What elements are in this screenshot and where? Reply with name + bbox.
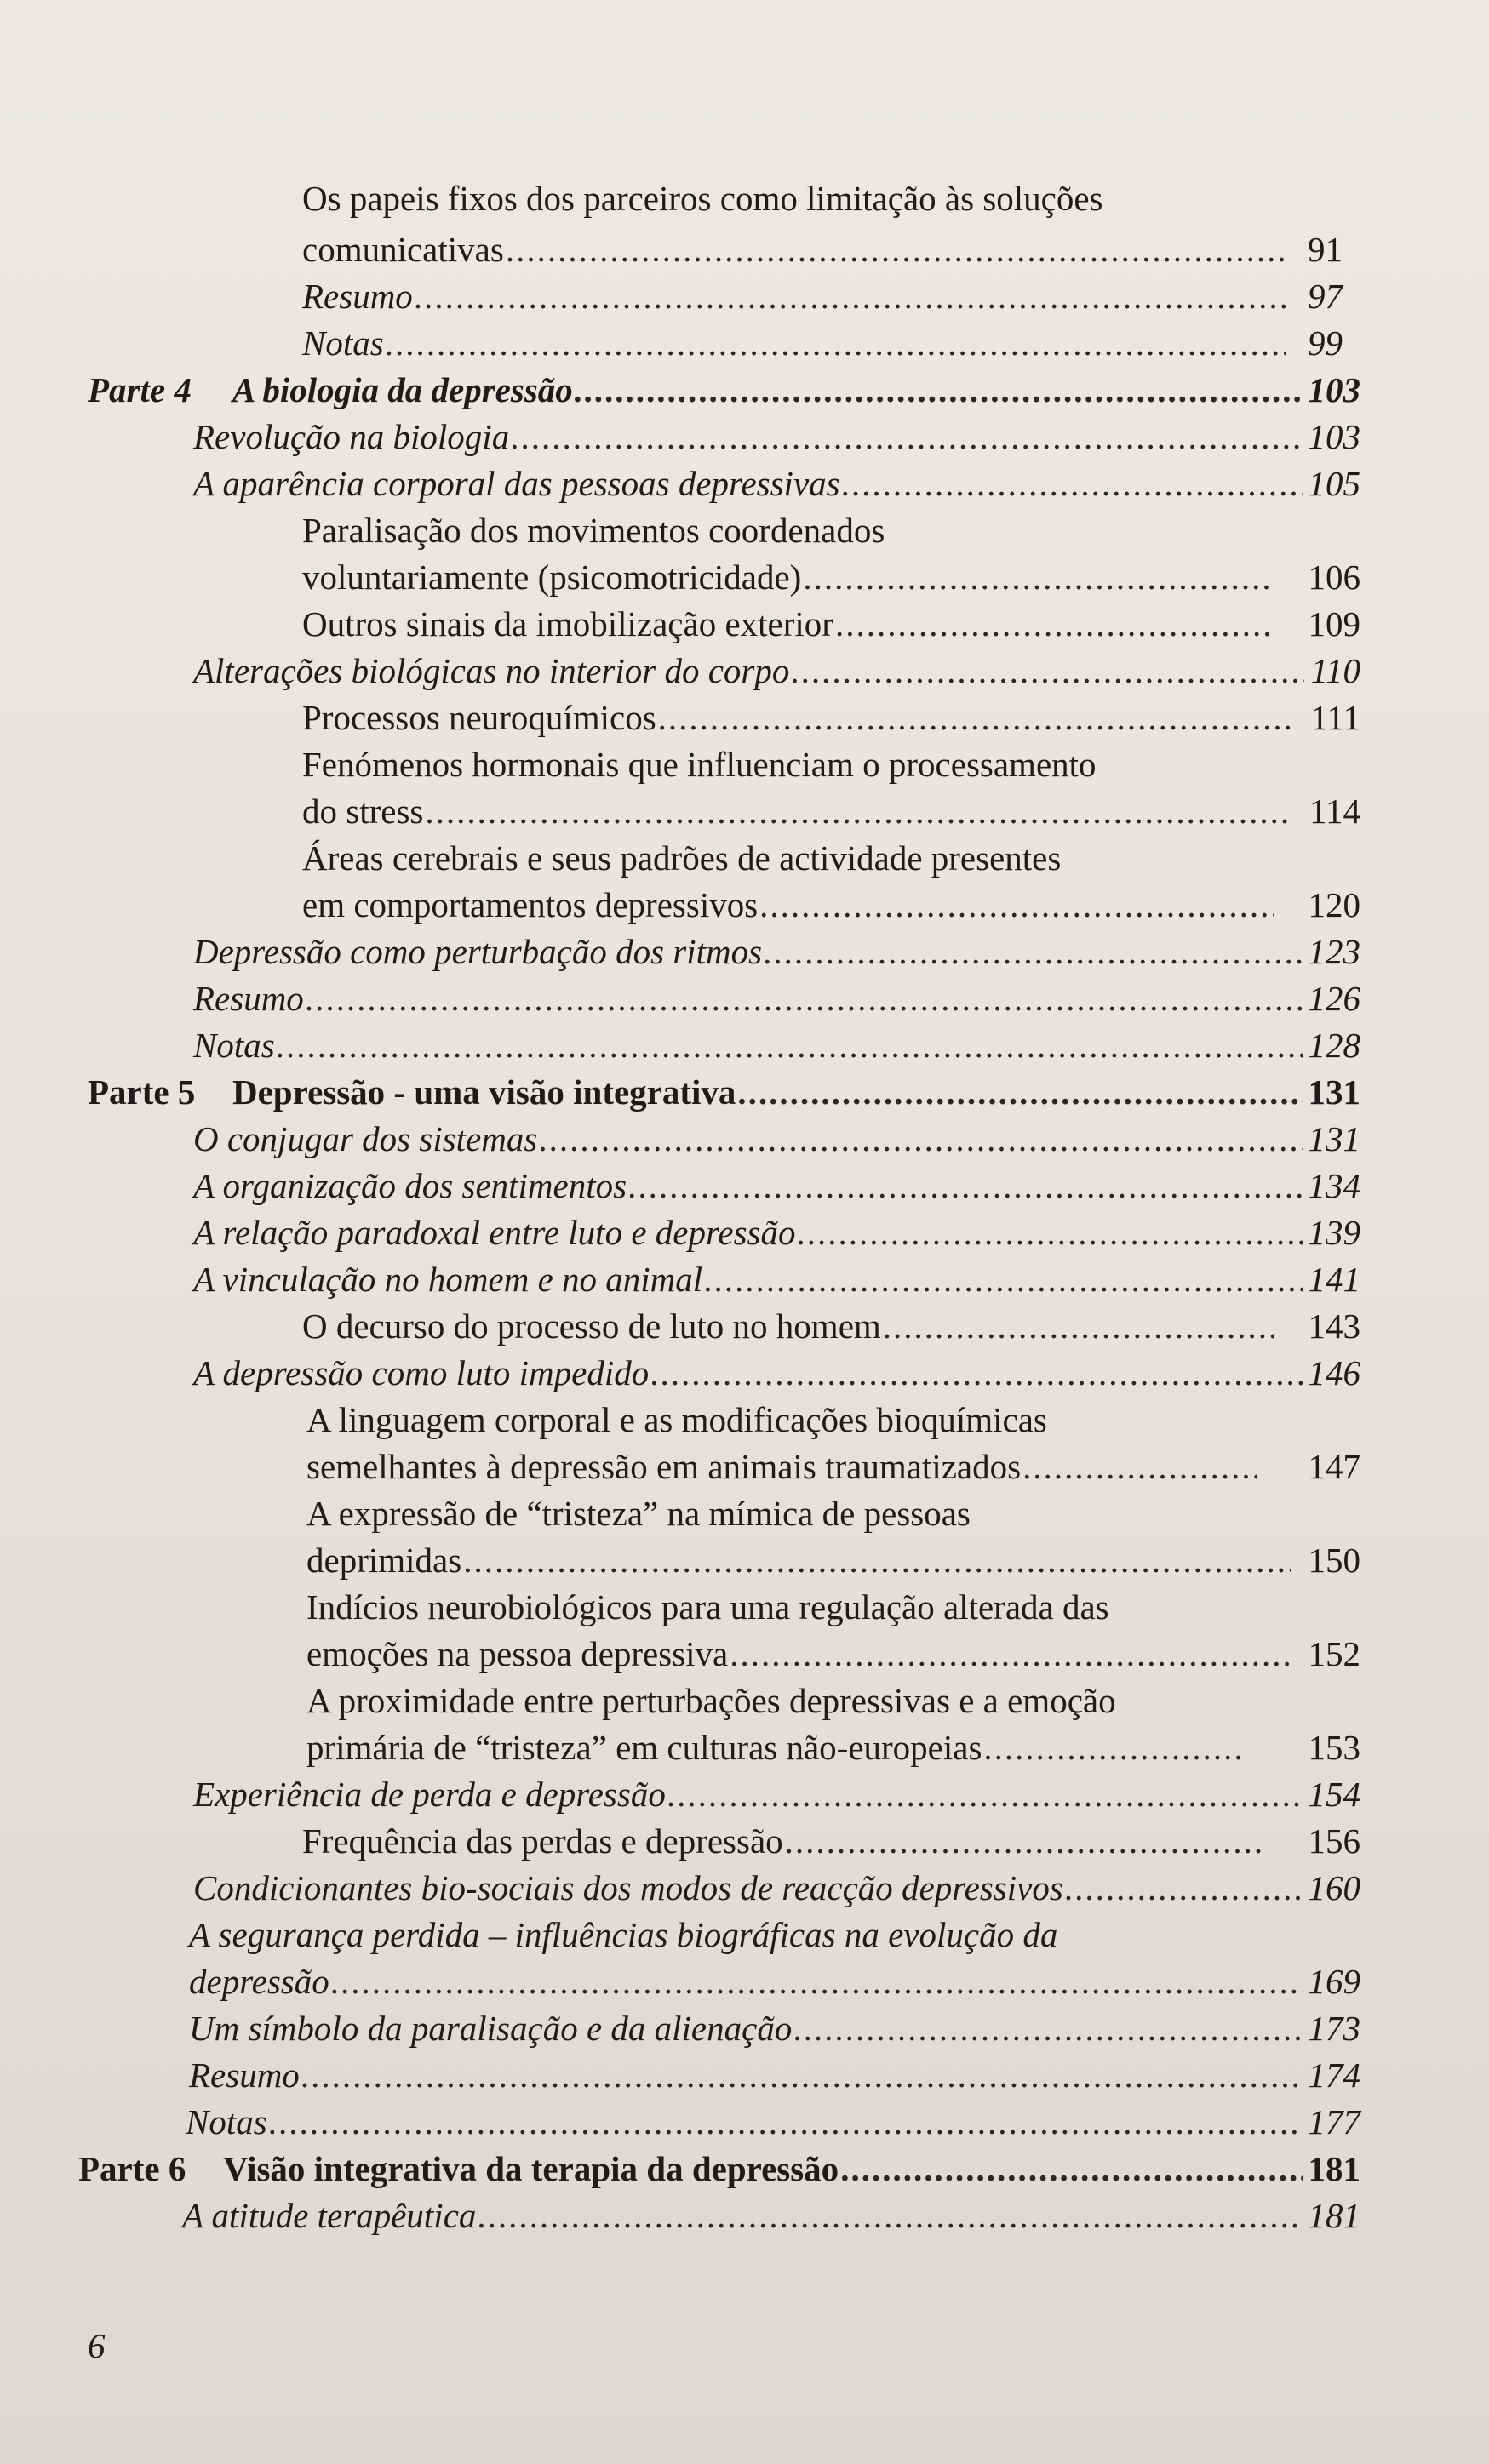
toc-page-number: 134 xyxy=(1308,1166,1360,1205)
toc-entry-label: A aparência corporal das pessoas depressivas xyxy=(193,464,840,503)
toc-entry-line: Os papeis fixos dos parceiros como limitação às soluções xyxy=(302,179,1103,218)
toc-part-label xyxy=(88,1070,736,1114)
toc-entry xyxy=(302,695,1360,740)
toc-entry-label: Resumo xyxy=(302,277,413,316)
toc-entry-line: Paralisação dos movimentos coordenados xyxy=(302,511,885,550)
toc-entry-label: Revolução na biologia xyxy=(193,417,510,456)
dot-leader xyxy=(658,695,1292,740)
toc-entry-label: Processos neuroquímicos xyxy=(302,698,656,737)
dot-leader xyxy=(511,414,1303,459)
part-title: A biologia da depressão xyxy=(232,370,573,409)
toc-entry-label: Experiência de perda e depressão xyxy=(193,1775,666,1814)
toc-entry xyxy=(189,1959,1360,2004)
toc-entry xyxy=(302,789,1360,833)
dot-leader xyxy=(667,1772,1303,1816)
toc-page-number: 174 xyxy=(1308,2055,1360,2095)
toc-entry-label: Resumo xyxy=(189,2055,300,2095)
toc-page-number: 91 xyxy=(1308,230,1343,269)
dot-leader xyxy=(506,227,1286,272)
toc-page-number: 154 xyxy=(1308,1775,1360,1814)
toc-page-number: 97 xyxy=(1308,277,1343,316)
toc-entry xyxy=(306,1538,1360,1582)
toc-entry xyxy=(193,1117,1360,1161)
dot-leader xyxy=(793,2006,1303,2050)
toc-entry xyxy=(193,461,1360,506)
dot-leader xyxy=(842,461,1303,506)
toc-entry xyxy=(193,1866,1360,1910)
toc-page-number: 103 xyxy=(1308,370,1360,409)
toc-page-number: 156 xyxy=(1308,1821,1360,1861)
toc-entry xyxy=(189,2053,1360,2097)
dot-leader xyxy=(650,1351,1303,1395)
toc-entry-label: A relação paradoxal entre luto e depressão xyxy=(193,1213,796,1252)
part-number: Parte 6 xyxy=(78,2149,186,2188)
toc-entry-label: Notas xyxy=(193,1026,275,1065)
toc-page-number: 120 xyxy=(1308,885,1360,924)
toc-entry-label: A depressão como luto impedido xyxy=(193,1353,650,1392)
toc-page-number: 143 xyxy=(1308,1306,1360,1346)
toc-page-number: 99 xyxy=(1308,323,1343,363)
toc-entry xyxy=(302,602,1360,646)
toc-page-number: 169 xyxy=(1308,1962,1360,2001)
toc-entry-label: voluntariamente (psicomotricidade) xyxy=(302,557,802,597)
toc-entry xyxy=(193,649,1360,693)
toc-page-number: 106 xyxy=(1308,557,1360,597)
toc-entry-label: Notas xyxy=(302,323,384,363)
toc-entry xyxy=(186,2100,1360,2144)
toc-entry xyxy=(302,227,1343,272)
toc-part-heading xyxy=(88,368,1360,412)
toc-entry-label: Condicionantes bio-sociais dos modos de reacção depressivos xyxy=(193,1868,1063,1907)
toc-entry xyxy=(193,1257,1360,1301)
toc-entry-line: A linguagem corporal e as modificações bioquímicas xyxy=(306,1400,1047,1439)
dot-leader xyxy=(301,2053,1303,2097)
dot-leader xyxy=(791,649,1304,693)
dot-leader xyxy=(306,976,1303,1020)
toc-entry-line: Fenómenos hormonais que influenciam o processamento xyxy=(302,745,1097,784)
toc-entry-label: deprimidas xyxy=(306,1541,462,1580)
dot-leader xyxy=(463,1538,1291,1582)
dot-leader xyxy=(730,1632,1291,1676)
toc-entry xyxy=(302,274,1343,318)
toc-entry-label: Frequência das perdas e depressão xyxy=(302,1821,783,1861)
dot-leader xyxy=(883,1304,1274,1348)
toc-entry xyxy=(302,1819,1360,1863)
toc-entry xyxy=(302,321,1343,365)
toc-page-number: 153 xyxy=(1308,1728,1360,1767)
dot-leader xyxy=(983,1725,1240,1769)
toc-page-number: 105 xyxy=(1308,464,1360,503)
dot-leader xyxy=(277,1023,1303,1067)
toc-part-heading xyxy=(78,2147,1360,2191)
toc-entry-label: Um símbolo da paralisação e da alienação xyxy=(189,2009,793,2048)
toc-entry xyxy=(306,1632,1360,1676)
dot-leader xyxy=(835,602,1274,646)
toc-page-number: 152 xyxy=(1308,1634,1360,1673)
toc-part-heading xyxy=(88,1070,1360,1114)
dot-leader xyxy=(798,1210,1303,1255)
toc-page-number: 110 xyxy=(1310,651,1360,690)
toc-page-number: 160 xyxy=(1308,1868,1360,1907)
part-title: Visão integrativa da terapia da depressão xyxy=(223,2149,839,2188)
dot-leader xyxy=(737,1070,1303,1114)
dot-leader xyxy=(704,1257,1303,1301)
dot-leader xyxy=(803,555,1274,599)
toc-page-number: 177 xyxy=(1308,2102,1360,2141)
dot-leader xyxy=(628,1163,1303,1208)
toc-entry-label: A organização dos sentimentos xyxy=(193,1166,627,1205)
toc-entry-label: semelhantes à depressão em animais traumatizados xyxy=(306,1447,1022,1486)
toc-entry-label: comunicativas xyxy=(302,230,504,269)
toc-entry-line: A expressão de “tristeza” na mímica de pessoas xyxy=(306,1494,971,1533)
toc-entry-label: Alterações biológicas no interior do corpo xyxy=(193,651,790,690)
dot-leader xyxy=(575,368,1303,412)
dot-leader xyxy=(386,321,1286,365)
toc-page-number: 126 xyxy=(1308,979,1360,1018)
toc-entry xyxy=(193,976,1360,1020)
dot-leader xyxy=(269,2100,1303,2144)
toc-entry-label: primária de “tristeza” em culturas não-europeias xyxy=(306,1728,982,1767)
dot-leader xyxy=(759,883,1274,927)
dot-leader xyxy=(425,789,1292,833)
toc-entry xyxy=(306,1725,1360,1769)
toc-page-number: 150 xyxy=(1308,1541,1360,1580)
page-number: 6 xyxy=(88,2326,106,2365)
toc-entry-line: Áreas cerebrais e seus padrões de actividade presentes xyxy=(302,838,1062,878)
toc-entry-label: A atitude terapêutica xyxy=(182,2196,477,2235)
toc-entry xyxy=(193,414,1360,459)
toc-page-number: 114 xyxy=(1309,792,1360,831)
toc-entry-label: O decurso do processo de luto no homem xyxy=(302,1306,881,1346)
dot-leader xyxy=(331,1959,1303,2004)
toc-page-number: 128 xyxy=(1308,1026,1360,1065)
toc-page-number: 181 xyxy=(1308,2196,1360,2235)
toc-entry-label: Depressão como perturbação dos ritmos xyxy=(193,932,763,971)
toc-page-number: 109 xyxy=(1308,604,1360,643)
dot-leader xyxy=(1065,1866,1303,1910)
toc-entry xyxy=(189,2006,1360,2050)
part-number: Parte 4 xyxy=(88,370,192,409)
toc-entry xyxy=(193,1023,1360,1067)
dot-leader xyxy=(478,2193,1303,2238)
toc-entry-label: O conjugar dos sistemas xyxy=(193,1119,538,1158)
toc-entry xyxy=(193,1351,1360,1395)
toc-entry xyxy=(302,555,1360,599)
toc-part-label xyxy=(88,368,573,412)
dot-leader xyxy=(539,1117,1303,1161)
toc-page-number: 103 xyxy=(1308,417,1360,456)
dot-leader xyxy=(1022,1444,1257,1489)
toc-page-number: 146 xyxy=(1308,1353,1360,1392)
toc-entry-label: depressão xyxy=(189,1962,329,2001)
dot-leader xyxy=(415,274,1286,318)
dot-leader xyxy=(764,929,1303,974)
toc-entry xyxy=(306,1444,1360,1489)
part-title: Depressão - uma visão integrativa xyxy=(232,1072,736,1112)
toc-entry xyxy=(193,1772,1360,1816)
toc-entry xyxy=(193,1210,1360,1255)
toc-entry xyxy=(302,883,1360,927)
toc-entry-label: Resumo xyxy=(193,979,304,1018)
toc-entry-label: Notas xyxy=(186,2102,267,2141)
toc-page-number: 123 xyxy=(1308,932,1360,971)
toc-entry-label: do stress xyxy=(302,792,424,831)
toc-entry xyxy=(193,1163,1360,1208)
toc-page-number: 181 xyxy=(1308,2149,1360,2188)
toc-entry-label: emoções na pessoa depressiva xyxy=(306,1634,729,1673)
toc-entry-line: Indícios neurobiológicos para uma regulação alterada das xyxy=(306,1587,1109,1626)
toc-page-number: 173 xyxy=(1308,2009,1360,2048)
toc-entry xyxy=(182,2193,1360,2238)
toc-page-number: 111 xyxy=(1310,698,1360,737)
toc-entry xyxy=(193,929,1360,974)
toc-entry-label: Outros sinais da imobilização exterior xyxy=(302,604,833,643)
toc-entry xyxy=(302,1304,1360,1348)
toc-page-number: 147 xyxy=(1308,1447,1360,1486)
toc-entry-line: A segurança perdida – influências biográficas na evolução da xyxy=(189,1915,1058,1954)
toc-page-number: 131 xyxy=(1308,1119,1360,1158)
toc-page-number: 131 xyxy=(1308,1072,1360,1112)
toc-entry-label: em comportamentos depressivos xyxy=(302,885,759,924)
toc-entry-label: A vinculação no homem e no animal xyxy=(193,1260,703,1299)
toc-part-label xyxy=(78,2147,839,2191)
toc-page-number: 139 xyxy=(1308,1213,1360,1252)
dot-leader xyxy=(785,1819,1266,1863)
toc-page-number: 141 xyxy=(1308,1260,1360,1299)
part-number: Parte 5 xyxy=(88,1072,196,1112)
toc-entry-line: A proximidade entre perturbações depressivas e a emoção xyxy=(306,1681,1116,1720)
dot-leader xyxy=(840,2147,1303,2191)
